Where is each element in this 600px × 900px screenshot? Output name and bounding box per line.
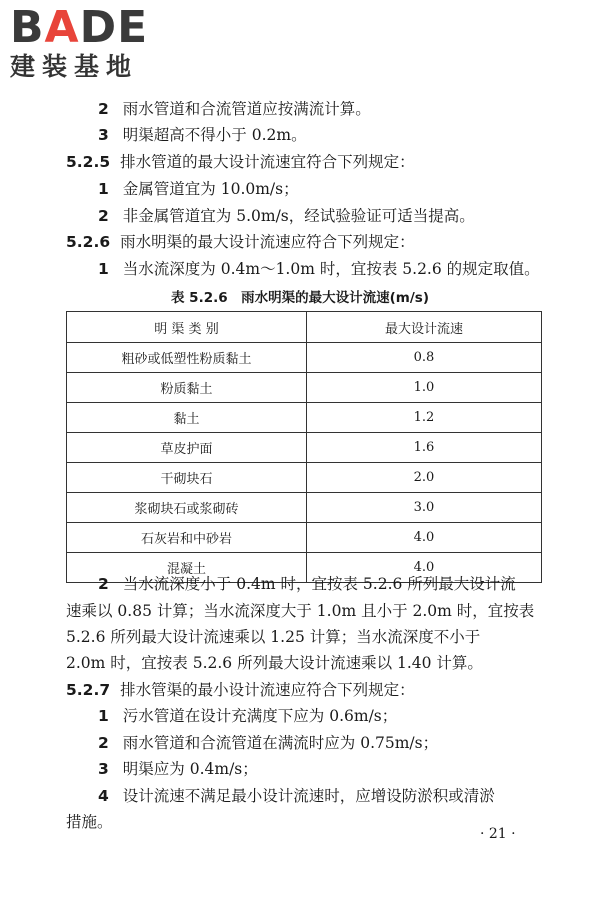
item-line: 4 设计流速不满足最小设计流速时，应增设防淤积或清淤 xyxy=(98,787,495,805)
table-row xyxy=(67,403,542,433)
item-line: 1 当水流深度为 0.4m～1.0m 时，宜按表 5.2.6 的规定取值。 xyxy=(98,260,540,278)
table-header-row xyxy=(67,312,542,343)
header-max-velocity: 最大设计流速 xyxy=(307,312,542,343)
channel-type-cell: 石灰岩和中砂岩 xyxy=(67,523,307,553)
bade-logo xyxy=(10,4,180,82)
channel-type-cell: 草皮护面 xyxy=(67,433,307,463)
item-line: 3 明渠超高不得小于 0.2m。 xyxy=(98,126,307,144)
table-row xyxy=(67,373,542,403)
flow-velocity-table xyxy=(66,311,542,583)
channel-type-cell: 混凝土 xyxy=(67,553,307,583)
item-line: 2 非金属管道宜为 5.0m/s，经试验验证可适当提高。 xyxy=(98,207,475,225)
item-line: 1 金属管道宜为 10.0m/s； xyxy=(98,180,299,198)
channel-type-cell: 干砌块石 xyxy=(67,463,307,493)
paragraph-line: 速乘以 0.85 计算；当水流深度大于 1.0m 且小于 2.0m 时，宜按表 xyxy=(66,602,535,620)
item-line: 3 明渠应为 0.4m/s； xyxy=(98,760,258,778)
velocity-cell: 1.6 xyxy=(307,433,542,463)
header-channel-type: 明 渠 类 别 xyxy=(67,312,307,343)
channel-type-cell: 浆砌块石或浆砌砖 xyxy=(67,493,307,523)
velocity-cell: 4.0 xyxy=(307,553,542,583)
velocity-cell: 1.2 xyxy=(307,403,542,433)
channel-type-cell: 粉质黏土 xyxy=(67,373,307,403)
velocity-cell: 2.0 xyxy=(307,463,542,493)
item-line: 2 雨水管道和合流管道在满流时应为 0.75m/s； xyxy=(98,734,439,752)
clause-heading: 5.2.5 排水管道的最大设计流速宜符合下列规定： xyxy=(66,153,415,171)
clause-heading: 5.2.6 雨水明渠的最大设计流速应符合下列规定： xyxy=(66,233,415,251)
page-number: · 21 · xyxy=(480,826,516,842)
table-row xyxy=(67,433,542,463)
velocity-cell: 4.0 xyxy=(307,523,542,553)
channel-type-cell: 粗砂或低塑性粉质黏土 xyxy=(67,343,307,373)
paragraph-line: 2.0m 时，宜按表 5.2.6 所列最大设计流速乘以 1.40 计算。 xyxy=(66,654,483,672)
table-caption: 表 5.2.6 雨水明渠的最大设计流速(m/s) xyxy=(170,290,429,306)
paragraph-line: 5.2.6 所列最大设计流速乘以 1.25 计算；当水流深度不小于 xyxy=(66,628,481,646)
velocity-cell: 1.0 xyxy=(307,373,542,403)
item-line: 2 雨水管道和合流管道应按满流计算。 xyxy=(98,100,371,118)
item-line-continued: 措施。 xyxy=(66,813,113,831)
item-line: 1 污水管道在设计充满度下应为 0.6m/s； xyxy=(98,707,398,725)
clause-heading: 5.2.7 排水管渠的最小设计流速应符合下列规定： xyxy=(66,681,415,699)
velocity-cell: 0.8 xyxy=(307,343,542,373)
table-row xyxy=(67,523,542,553)
logo-wordmark: BADE xyxy=(10,2,149,53)
channel-type-cell: 黏土 xyxy=(67,403,307,433)
velocity-cell: 3.0 xyxy=(307,493,542,523)
table-row xyxy=(67,343,542,373)
paragraph-line: 2 当水流深度小于 0.4m 时，宜按表 5.2.6 所列最大设计流 xyxy=(98,575,516,593)
logo-subtitle: 建装基地 xyxy=(10,52,139,81)
table-row xyxy=(67,463,542,493)
table-row xyxy=(67,493,542,523)
